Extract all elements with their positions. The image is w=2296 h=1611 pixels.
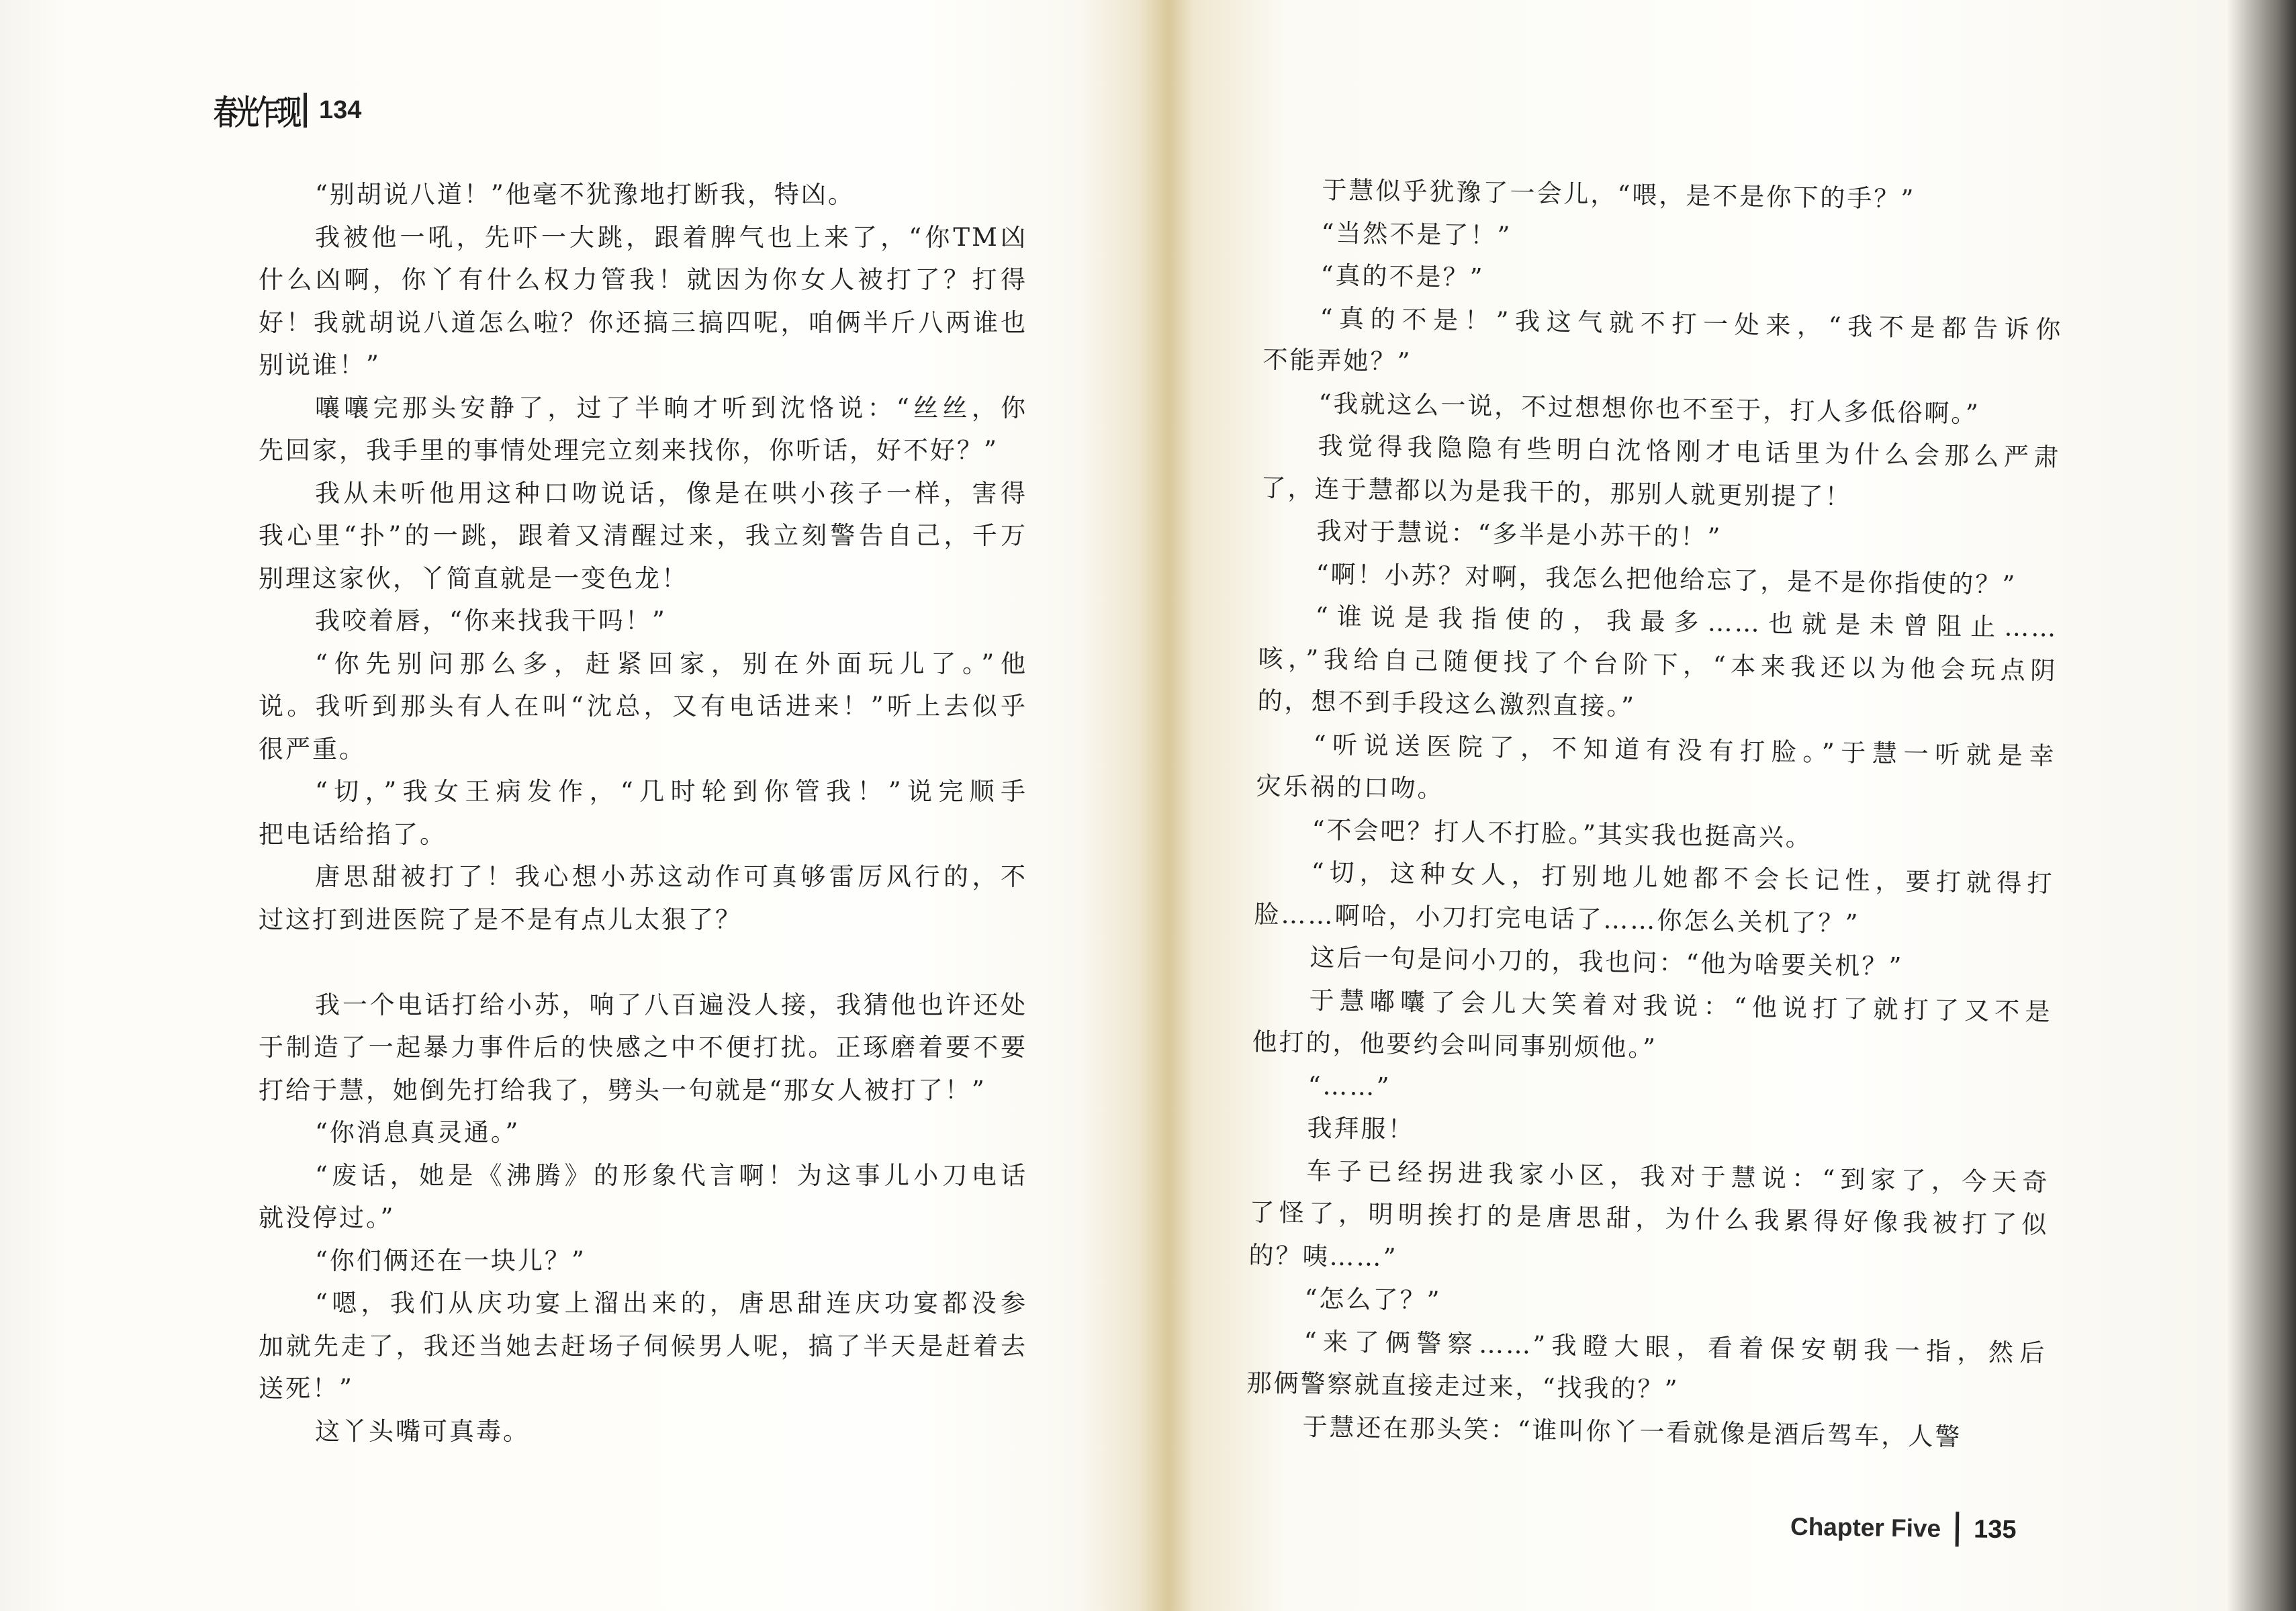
text-line: “你消息真灵通。” <box>315 1118 520 1147</box>
text-line: 的，想不到手段这么激烈直接。” <box>1257 686 1637 721</box>
text-line: “我就这么一说，不过想想你也不至于，打人多低俗啊。” <box>1318 388 1981 428</box>
text-line: 我咬着唇，“你来找我干吗！” <box>315 606 667 635</box>
running-footer <box>1790 1510 2017 1548</box>
text-line: 我觉得我隐隐有些明白沈恪刚才电话里为什么会那么严肃 <box>1318 431 2061 472</box>
text-line: 我一个电话打给小苏，响了八百遍没人接，我猜他也许还处 <box>315 990 1027 1019</box>
running-header <box>214 86 361 134</box>
text-line: 加就先走了，我还当她去赶场子伺候男人呢，搞了半天是赶着去 <box>259 1331 1027 1361</box>
text-line: 这后一句是问小刀的，我也问：“他为啥要关机？” <box>1310 943 1904 982</box>
text-line: 我对于慧说：“多半是小苏干的！” <box>1316 516 1723 552</box>
text-line: “……” <box>1307 1070 1391 1101</box>
text-line: 这丫头嘴可真毒。 <box>315 1416 530 1446</box>
text-line: 于制造了一起暴力事件后的快感之中不便打扰。正琢磨着要不要 <box>259 1033 1027 1062</box>
text-line: “不会吧？打人不打脸。”其实我也挺高兴。 <box>1312 815 1813 852</box>
chapter-title: Chapter Five <box>1790 1512 1941 1543</box>
text-line: 别理这家伙，丫简直就是一变色龙！ <box>259 563 688 593</box>
text-line: 嚷嚷完那头安静了，过了半晌才听到沈恪说：“丝丝，你 <box>315 393 1027 422</box>
text-line: “来了俩警察……”我瞪大眼，看着保安朝我一指，然后 <box>1303 1326 2047 1367</box>
text-line: 我从未听他用这种口吻说话，像是在哄小孩子一样，害得 <box>315 478 1027 508</box>
body-text <box>259 173 1027 1453</box>
left-page <box>0 0 1142 1611</box>
text-line: 了，连于慧都以为是我干的，那别人就更别提了！ <box>1260 473 1852 512</box>
text-line: 好！我就胡说八道怎么啦？你还搞三搞四呢，咱俩半斤八两谁也 <box>259 308 1027 337</box>
text-line: “切，”我女王病发作，“几时轮到你管我！”说完顺手 <box>315 777 1027 806</box>
text-line: “啊！小苏？对啊，我怎么把他给忘了，是不是你指使的？” <box>1316 559 2017 600</box>
text-line: 打给于慧，她倒先打给我了，劈头一句就是“那女人被打了！” <box>259 1075 986 1105</box>
text-line: 他打的，他要约会叫同事别烦他。” <box>1252 1027 1658 1063</box>
text-line: “谁说是我指使的，我最多……也就是未曾阻止…… <box>1315 602 2058 643</box>
text-line: 车子已经拐进我家小区，我对于慧说：“到家了，今天奇 <box>1306 1156 2050 1197</box>
text-line: 唐思甜被打了！我心想小苏这动作可真够雷厉风行的，不 <box>315 862 1027 891</box>
text-line: 灾乐祸的口吻。 <box>1256 771 1444 804</box>
header-divider <box>304 93 307 128</box>
text-line: “你们俩还在一块儿？” <box>315 1246 586 1275</box>
text-line: 我拜服！ <box>1307 1113 1415 1144</box>
body-text <box>1246 168 2065 1459</box>
page-number: 134 <box>319 95 362 124</box>
text-line: 说。我听到那头有人在叫“沈总，又有电话进来！”听上去似乎 <box>259 692 1027 721</box>
text-line: “你先别问那么多，赶紧回家，别在外面玩儿了。”他 <box>315 649 1027 678</box>
page-number: 135 <box>1973 1514 2017 1544</box>
section-break <box>259 941 1027 984</box>
footer-divider <box>1956 1512 1960 1547</box>
text-line: “废话，她是《沸腾》的形象代言啊！为这事儿小刀电话 <box>315 1160 1027 1190</box>
text-line: “嗯，我们从庆功宴上溜出来的，唐思甜连庆功宴都没参 <box>315 1289 1027 1318</box>
text-line: 那俩警察就直接走过来，“找我的？” <box>1246 1368 1680 1404</box>
text-line: 我心里“扑”的一跳，跟着又清醒过来，我立刻警告自己，千万 <box>259 521 1027 550</box>
text-line: “别胡说八道！”他毫不犹豫地打断我，特凶。 <box>315 180 855 209</box>
text-line: 不能弄她？” <box>1262 344 1412 377</box>
text-line: 我被他一吼，先吓一大跳，跟着脾气也上来了，“你TM凶 <box>315 222 1027 252</box>
text-line: 咳，”我给自己随便找了个台阶下，“本来我还以为他会玩点阴 <box>1258 643 2058 686</box>
text-line: 于慧似乎犹豫了一会儿，“喂，是不是你下的手？” <box>1322 175 1916 214</box>
text-line: 过这打到进医院了是不是有点儿太狠了？ <box>259 905 742 934</box>
text-line: 别说谁！” <box>259 351 381 379</box>
right-page <box>1182 0 2296 1611</box>
text-line: “听说送医院了，不知道有没有打脸。”于慧一听就是幸 <box>1313 729 2056 771</box>
text-line: 很严重。 <box>259 734 366 764</box>
text-line: “真的不是！”我这气就不打一处来，“我不是都告诉你 <box>1320 303 2063 344</box>
text-line: 于慧嘟囔了会儿大笑着对我说：“他说打了就打了又不是 <box>1309 985 2052 1027</box>
text-line: 于慧还在那头笑：“谁叫你丫一看就像是酒后驾车，人警 <box>1302 1412 1962 1452</box>
text-line: 送死！” <box>259 1374 354 1403</box>
text-line: “真的不是？” <box>1320 261 1485 293</box>
text-line: 什么凶啊，你丫有什么权力管我！就因为你女人被打了？打得 <box>259 265 1027 294</box>
text-line: 把电话给掐了。 <box>259 819 447 849</box>
text-line: 先回家，我手里的事情处理完立刻来找你，你听话，好不好？” <box>259 436 999 465</box>
text-line: 脸……啊哈，小刀打完电话了……你怎么关机了？” <box>1254 899 1860 938</box>
text-line: “切，这种女人，打别地儿她都不会长记性，要打就得打 <box>1311 858 2054 899</box>
text-line: 就没停过。” <box>259 1203 396 1232</box>
text-line: 了怪了，明明挨打的是唐思甜，为什么我累得好像我被打了似 <box>1249 1197 2049 1240</box>
text-line: 的？咦……” <box>1248 1240 1398 1272</box>
text-line: “当然不是了！” <box>1321 218 1512 250</box>
book-title: 春光乍现 <box>214 93 299 132</box>
text-line: “怎么了？” <box>1304 1284 1442 1316</box>
